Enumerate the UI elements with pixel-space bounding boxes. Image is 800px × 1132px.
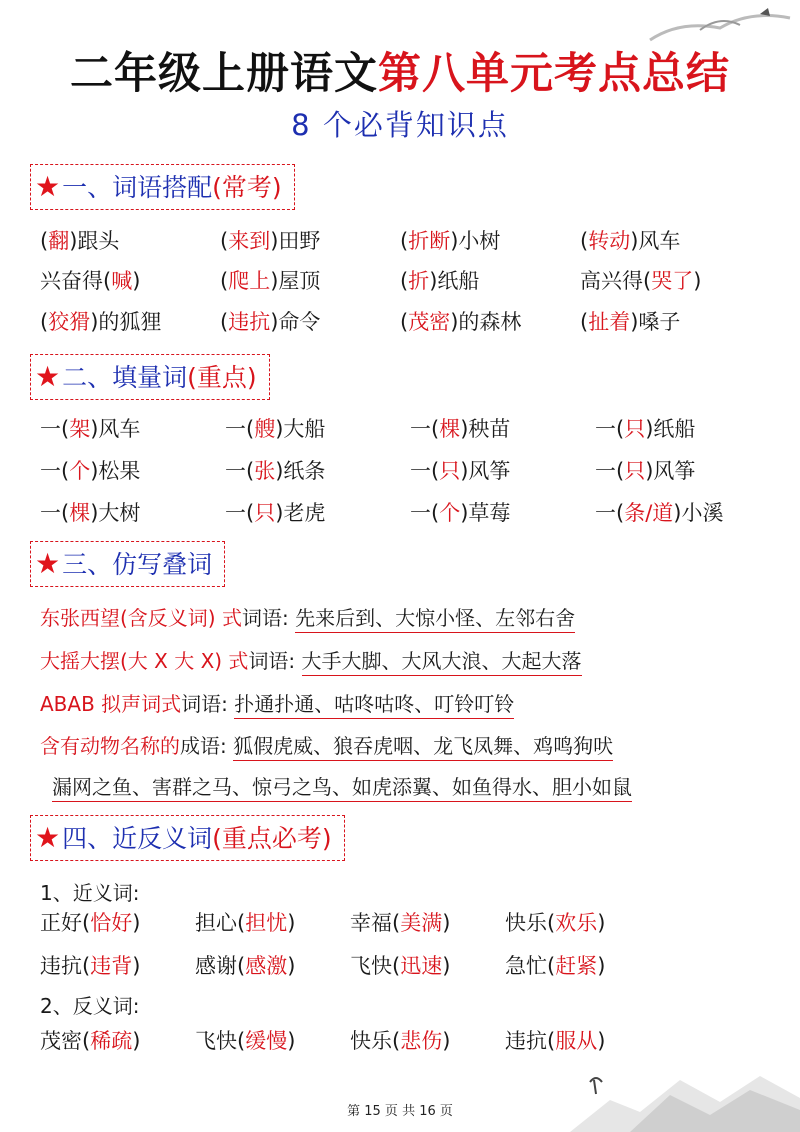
item-prefix: 正好(: [40, 911, 91, 935]
list-item: [40, 265, 140, 295]
section-heading-reduplication: ★三、仿写叠词: [30, 541, 225, 587]
antonyms-subtitle: 2、反义词:: [40, 994, 140, 1018]
item-answer: 担忧: [245, 911, 288, 935]
item-answer: 只: [624, 417, 646, 441]
item-answer: 只: [254, 501, 276, 525]
item-answer: 棵: [439, 417, 461, 441]
item-prefix: 担心(: [195, 911, 246, 935]
list-item: [350, 1025, 450, 1055]
item-suffix: ): [442, 1029, 451, 1053]
star-icon: ★: [35, 547, 61, 580]
item-suffix: )纸船: [645, 417, 696, 441]
item-suffix: )大船: [275, 417, 326, 441]
item-answer: 翻: [48, 229, 70, 253]
item-answer: 个: [439, 501, 461, 525]
item-suffix: ): [287, 911, 296, 935]
item-suffix: ): [442, 954, 451, 978]
title-part2: 第八单元考点总结: [378, 49, 730, 99]
item-prefix: 违抗(: [505, 1029, 556, 1053]
star-icon: ★: [35, 360, 61, 393]
item-prefix: 一(: [410, 417, 440, 441]
list-item: [40, 907, 140, 937]
item-answer: 服从: [555, 1029, 598, 1053]
item-answer: 只: [624, 459, 646, 483]
list-item: [225, 455, 325, 485]
item-prefix: (: [40, 229, 49, 253]
line-answer: 大手大脚、大风大浪、大起大落: [302, 649, 582, 676]
item-prefix: 一(: [225, 459, 255, 483]
item-suffix: )屋顶: [270, 269, 321, 293]
item-suffix: ): [597, 954, 606, 978]
list-item: [400, 265, 479, 295]
item-answer: 茂密: [408, 310, 451, 334]
item-prefix: (: [40, 310, 49, 334]
measure-word-row: [40, 497, 780, 533]
item-suffix: ): [132, 954, 141, 978]
list-item: [350, 907, 450, 937]
item-answer: 恰好: [90, 911, 133, 935]
list-item: [40, 306, 161, 336]
item-suffix: )风筝: [460, 459, 511, 483]
item-answer: 悲伤: [400, 1029, 443, 1053]
section-heading-measure-words: ★二、填量词(重点): [30, 354, 270, 400]
item-suffix: )嗓子: [630, 310, 681, 334]
line-answer: 扑通扑通、咕咚咕咚、叮铃叮铃: [234, 692, 514, 719]
item-prefix: 兴奋得(: [40, 269, 112, 293]
item-suffix: )老虎: [275, 501, 326, 525]
item-answer: 转动: [588, 229, 631, 253]
list-item: [400, 306, 521, 336]
item-suffix: )风车: [90, 417, 141, 441]
item-suffix: ): [287, 954, 296, 978]
reduplication-line: [40, 602, 575, 631]
item-prefix: 茂密(: [40, 1029, 91, 1053]
item-answer: 折: [408, 269, 430, 293]
item-suffix: )松果: [90, 459, 141, 483]
item-answer: 个: [69, 459, 91, 483]
item-prefix: (: [580, 229, 589, 253]
line-answer: 漏网之鱼、害群之马、惊弓之鸟、如虎添翼、如鱼得水、胆小如鼠: [52, 775, 632, 802]
item-suffix: ): [132, 911, 141, 935]
item-answer: 来到: [228, 229, 271, 253]
list-item: [225, 497, 325, 527]
item-answer: 感激: [245, 954, 288, 978]
item-prefix: 一(: [595, 459, 625, 483]
list-item: [40, 950, 140, 980]
line-answer: 先来后到、大惊小怪、左邻右舍: [295, 606, 575, 633]
item-prefix: 一(: [40, 417, 70, 441]
list-item: [195, 1025, 295, 1055]
item-prefix: 幸福(: [350, 911, 401, 935]
list-item: [40, 455, 140, 485]
item-suffix: )的森林: [450, 310, 522, 334]
list-item: [410, 413, 510, 443]
item-answer: 艘: [254, 417, 276, 441]
item-suffix: ): [693, 269, 702, 293]
item-answer: 狡猾: [48, 310, 91, 334]
collocation-row: [40, 225, 780, 261]
item-suffix: )风筝: [645, 459, 696, 483]
item-prefix: 急忙(: [505, 954, 556, 978]
item-answer: 架: [69, 417, 91, 441]
line-label: 大摇大摆(大 X 大 X) 式: [40, 649, 249, 673]
item-suffix: )跟头: [69, 229, 120, 253]
item-suffix: ): [132, 1029, 141, 1053]
item-prefix: 飞快(: [195, 1029, 246, 1053]
line-label: 东张西望(含反义词) 式: [40, 606, 242, 630]
line-type: 成语:: [180, 734, 234, 758]
item-prefix: 一(: [225, 501, 255, 525]
item-answer: 违抗: [228, 310, 271, 334]
list-item: [220, 225, 320, 255]
item-answer: 稀疏: [90, 1029, 133, 1053]
line-label: 含有动物名称的: [40, 734, 180, 758]
item-suffix: )命令: [270, 310, 321, 334]
list-item: [410, 497, 510, 527]
list-item: [220, 265, 320, 295]
page-title: [0, 40, 800, 101]
list-item: [595, 497, 723, 527]
item-prefix: (: [220, 229, 229, 253]
star-icon: ★: [35, 821, 61, 854]
list-item: [580, 306, 680, 336]
item-answer: 只: [439, 459, 461, 483]
item-prefix: 感谢(: [195, 954, 246, 978]
item-answer: 哭了: [651, 269, 694, 293]
list-item: [595, 413, 695, 443]
antonym-row: [40, 1025, 780, 1061]
item-prefix: (: [580, 310, 589, 334]
item-prefix: 高兴得(: [580, 269, 652, 293]
item-answer: 迅速: [400, 954, 443, 978]
item-prefix: 快乐(: [350, 1029, 401, 1053]
item-prefix: 一(: [225, 417, 255, 441]
item-answer: 违背: [90, 954, 133, 978]
page-footer: 第 15 页 共 16 页: [347, 1104, 453, 1119]
item-prefix: (: [400, 310, 409, 334]
item-answer: 张: [254, 459, 276, 483]
reduplication-line: [52, 771, 632, 800]
line-label: ABAB 拟声词式: [40, 692, 182, 716]
item-suffix: )风车: [630, 229, 681, 253]
item-suffix: )的狐狸: [90, 310, 162, 334]
list-item: [225, 413, 325, 443]
list-item: [350, 950, 450, 980]
item-prefix: (: [400, 229, 409, 253]
item-prefix: 飞快(: [350, 954, 401, 978]
item-answer: 条/道: [624, 501, 674, 525]
item-suffix: )田野: [270, 229, 321, 253]
synonym-row: [40, 907, 780, 943]
item-suffix: )小溪: [673, 501, 724, 525]
item-answer: 赶紧: [555, 954, 598, 978]
list-item: [40, 225, 119, 255]
list-item: [595, 455, 695, 485]
item-answer: 美满: [400, 911, 443, 935]
list-item: [580, 225, 680, 255]
item-prefix: 快乐(: [505, 911, 556, 935]
item-suffix: ): [132, 269, 141, 293]
item-suffix: ): [287, 1029, 296, 1053]
item-suffix: ): [442, 911, 451, 935]
measure-word-row: [40, 413, 780, 449]
list-item: [195, 907, 295, 937]
item-suffix: ): [597, 911, 606, 935]
list-item: [40, 1025, 140, 1055]
item-answer: 扯着: [588, 310, 631, 334]
line-type: 词语:: [181, 692, 235, 716]
item-prefix: 一(: [595, 501, 625, 525]
item-prefix: 一(: [595, 417, 625, 441]
collocation-row: [40, 306, 780, 342]
reduplication-line: [40, 688, 514, 717]
list-item: [505, 950, 605, 980]
item-suffix: )小树: [450, 229, 501, 253]
section-heading-synonyms-antonyms: ★四、近反义词(重点必考): [30, 815, 345, 861]
item-suffix: ): [597, 1029, 606, 1053]
item-suffix: )草莓: [460, 501, 511, 525]
list-item: [220, 306, 320, 336]
item-prefix: (: [400, 269, 409, 293]
title-part1: 二年级上册语文: [70, 49, 378, 99]
section-heading-collocations: ★一、词语搭配(常考): [30, 164, 295, 210]
list-item: [505, 1025, 605, 1055]
synonym-row: [40, 950, 780, 986]
line-type: 词语:: [248, 649, 302, 673]
item-suffix: )纸条: [275, 459, 326, 483]
reduplication-line: [40, 645, 582, 674]
item-answer: 欢乐: [555, 911, 598, 935]
synonyms-subtitle: 1、近义词:: [40, 881, 140, 905]
item-suffix: )纸船: [429, 269, 480, 293]
collocation-row: [40, 265, 780, 301]
list-item: [410, 455, 510, 485]
line-type: 词语:: [241, 606, 296, 630]
item-prefix: 一(: [410, 501, 440, 525]
item-prefix: 一(: [40, 459, 70, 483]
measure-word-row: [40, 455, 780, 491]
item-suffix: )秧苗: [460, 417, 511, 441]
item-prefix: 违抗(: [40, 954, 91, 978]
item-answer: 折断: [408, 229, 451, 253]
item-answer: 爬上: [228, 269, 271, 293]
item-prefix: 一(: [410, 459, 440, 483]
list-item: [40, 497, 140, 527]
item-prefix: 一(: [40, 501, 70, 525]
item-prefix: (: [220, 310, 229, 334]
list-item: [195, 950, 295, 980]
item-answer: 棵: [69, 501, 91, 525]
item-answer: 喊: [111, 269, 133, 293]
star-icon: ★: [35, 170, 61, 203]
list-item: [40, 413, 140, 443]
reduplication-line: [40, 730, 613, 759]
line-answer: 狐假虎威、狼吞虎咽、龙飞凤舞、鸡鸣狗吠: [233, 734, 613, 761]
list-item: [400, 225, 500, 255]
item-suffix: )大树: [90, 501, 141, 525]
list-item: [505, 907, 605, 937]
list-item: [580, 265, 701, 295]
page-subtitle: 8 个必背知识点: [291, 108, 509, 142]
item-answer: 缓慢: [245, 1029, 288, 1053]
item-prefix: (: [220, 269, 229, 293]
